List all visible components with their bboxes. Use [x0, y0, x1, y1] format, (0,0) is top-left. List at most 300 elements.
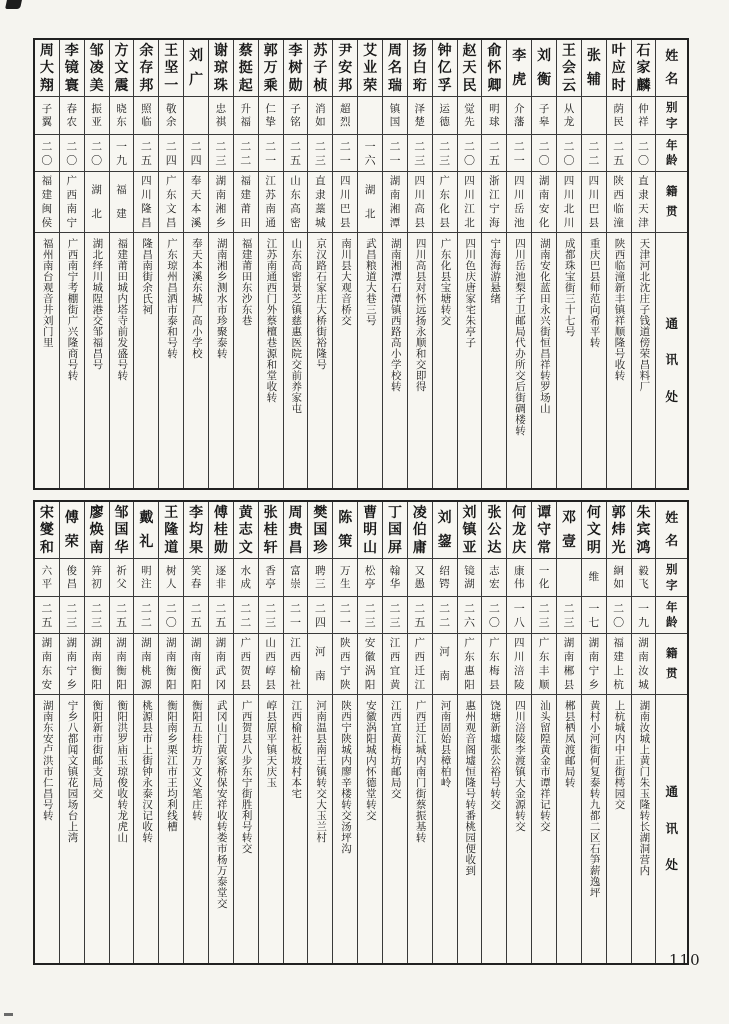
name-cell: 李 虎 — [507, 40, 531, 97]
name-cell: 周 贵 昌 — [284, 502, 308, 559]
name-cell: 刘 镇 亚 — [458, 502, 482, 559]
entry-column — [631, 502, 656, 963]
address-cell: 隆昌南街余氏祠 — [141, 238, 154, 315]
name-cell: 苏 子 桢 — [308, 40, 332, 97]
header-age-cell: 年 龄 — [656, 135, 687, 172]
native-cell: 湖 南 东 安 — [35, 634, 59, 695]
name-cell: 王 会 云 — [557, 40, 581, 97]
address-cell: 天津河北沈庄子钱道傍荣昌料厂 — [638, 238, 651, 392]
native-cell: 广 东 惠 阳 — [458, 634, 482, 695]
address-cell: 汕头留隍黄金市谭祥记转交 — [538, 700, 551, 832]
entry-column — [407, 502, 432, 963]
name-cell: 丁 国 屏 — [383, 502, 407, 559]
courtesy-cell: 六 平 — [35, 559, 59, 597]
name-cell: 张 辅 — [582, 40, 606, 97]
entry-column — [531, 40, 556, 488]
courtesy-cell: 超 烈 — [333, 97, 357, 135]
entry-column — [481, 502, 506, 963]
entry-column — [283, 502, 308, 963]
entry-column — [382, 40, 407, 488]
entry-column — [332, 40, 357, 488]
entry-column — [531, 502, 556, 963]
entry-column — [183, 502, 208, 963]
address-cell: 衡阳新市街邮支局交 — [91, 700, 104, 799]
age-cell: 二 二 — [433, 597, 457, 634]
courtesy-cell: 毅 飞 — [632, 559, 656, 597]
address-cell: 江苏南通西门外蔡檀巷源和堂收转 — [265, 238, 278, 403]
age-cell: 一 八 — [507, 597, 531, 634]
name-cell: 张 公 达 — [482, 502, 506, 559]
address-cell: 饶塘新墟张公裕号转交 — [489, 700, 502, 810]
entry-column — [84, 40, 109, 488]
age-cell: 二 〇 — [557, 135, 581, 172]
name-cell: 郭 炜 光 — [607, 502, 631, 559]
age-cell: 二 三 — [408, 135, 432, 172]
age-cell: 二 六 — [458, 597, 482, 634]
name-cell: 扬 白 珩 — [408, 40, 432, 97]
age-cell: 一 六 — [358, 135, 382, 172]
entry-column — [133, 40, 158, 488]
courtesy-cell: 维 — [582, 559, 606, 597]
name-cell: 李 均 果 — [184, 502, 208, 559]
entry-column — [158, 40, 183, 488]
native-cell: 浙 江 宁 海 — [482, 172, 506, 233]
age-cell: 二 三 — [60, 597, 84, 634]
entry-column — [457, 502, 482, 963]
address-cell: 陕西临潼新丰镇祥顺隆号收转 — [613, 238, 626, 381]
name-cell: 钟 亿 孚 — [433, 40, 457, 97]
address-cell: 重庆巴县师范向希平转 — [588, 238, 601, 348]
entry-column — [307, 40, 332, 488]
courtesy-cell: 絅 如 — [607, 559, 631, 597]
age-cell: 二 〇 — [632, 135, 656, 172]
name-cell: 刘 广 — [184, 40, 208, 97]
entry-column — [506, 502, 531, 963]
address-cell: 湖南湘潭石潭镇西路高小学校转 — [389, 238, 402, 392]
courtesy-cell: 升 福 — [234, 97, 258, 135]
name-cell: 艾 业 荣 — [358, 40, 382, 97]
age-cell: 二 〇 — [607, 597, 631, 634]
courtesy-cell: 觉 先 — [458, 97, 482, 135]
name-cell: 叶 应 时 — [607, 40, 631, 97]
name-cell: 傅 桂 勋 — [209, 502, 233, 559]
entry-column — [432, 40, 457, 488]
entry-column — [84, 502, 109, 963]
header-address-cell: 通 讯 处 — [665, 315, 678, 404]
courtesy-cell — [184, 97, 208, 135]
name-cell: 陈 策 — [333, 502, 357, 559]
entry-column — [208, 502, 233, 963]
native-cell: 湖 南 衡 阳 — [184, 634, 208, 695]
address-cell: 上杭城内中正街樗园交 — [613, 700, 626, 810]
native-cell: 湖 北 — [358, 172, 382, 233]
courtesy-cell: 敬 余 — [159, 97, 183, 135]
name-cell: 谭 守 常 — [532, 502, 556, 559]
age-cell: 二 〇 — [35, 135, 59, 172]
entry-column — [109, 502, 134, 963]
courtesy-cell: 子 翼 — [35, 97, 59, 135]
address-cell: 广西迁江城内南门街蔡振基转 — [414, 700, 427, 843]
age-cell: 二 〇 — [60, 135, 84, 172]
native-cell: 广 东 文 昌 — [159, 172, 183, 233]
age-cell: 二 二 — [134, 597, 158, 634]
address-cell: 江西榆社板坡村本宅 — [290, 700, 303, 799]
courtesy-cell: 子 皋 — [532, 97, 556, 135]
native-cell: 陕 西 临 潼 — [607, 172, 631, 233]
entry-column — [258, 40, 283, 488]
courtesy-cell: 振 亚 — [85, 97, 109, 135]
courtesy-cell: 香 亭 — [259, 559, 283, 597]
name-cell: 朱 宾 鸿 — [632, 502, 656, 559]
native-cell: 江 苏 南 通 — [259, 172, 283, 233]
address-cell: 福建莆田城内塔寺前发盛号转 — [116, 238, 129, 381]
entry-column — [556, 502, 581, 963]
age-cell: 二 〇 — [85, 135, 109, 172]
age-cell: 一 七 — [582, 597, 606, 634]
courtesy-cell: 从 龙 — [557, 97, 581, 135]
address-cell: 河南固始县樟柏岭 — [439, 700, 452, 788]
entry-column — [208, 40, 233, 488]
address-cell: 四川岳池梨子卫邮局代办所交后街碉楼转 — [514, 238, 527, 436]
address-cell: 湖南安化蓝田永兴街恒昌祥转罗场山 — [538, 238, 551, 414]
courtesy-cell — [358, 97, 382, 135]
name-cell: 宋 燮 和 — [35, 502, 59, 559]
name-cell: 蔡 挺 起 — [234, 40, 258, 97]
entry-column — [457, 40, 482, 488]
courtesy-cell: 绍 锷 — [433, 559, 457, 597]
header-name-cell: 姓 名 — [656, 40, 687, 97]
address-cell: 四川高县对怀远扬永顺和交即得 — [414, 238, 427, 392]
native-cell: 湖 南 湘 乡 — [209, 172, 233, 233]
age-cell: 二 五 — [134, 135, 158, 172]
address-cell: 河南温县南王镇转交大玉兰村 — [315, 700, 328, 843]
page-number: 110 — [669, 951, 701, 969]
age-cell: 二 〇 — [482, 597, 506, 634]
entry-column — [581, 502, 606, 963]
address-cell: 衡阳五桂坊万文义笔庄转 — [190, 700, 203, 821]
courtesy-cell: 树 人 — [159, 559, 183, 597]
age-cell: 二 五 — [284, 135, 308, 172]
native-cell: 福 建 上 杭 — [607, 634, 631, 695]
name-cell: 凌 伯 庸 — [408, 502, 432, 559]
courtesy-cell: 笄 初 — [85, 559, 109, 597]
entry-column — [35, 40, 59, 488]
courtesy-cell: 仲 祥 — [632, 97, 656, 135]
native-cell: 福 建 — [110, 172, 134, 233]
courtesy-cell: 万 生 — [333, 559, 357, 597]
name-cell: 邓 壹 — [557, 502, 581, 559]
courtesy-cell: 泽 楚 — [408, 97, 432, 135]
header-age-cell: 年 龄 — [656, 597, 687, 634]
native-cell: 四 川 江 北 — [458, 172, 482, 233]
age-cell: 二 五 — [607, 135, 631, 172]
courtesy-cell: 翰 华 — [383, 559, 407, 597]
header-native-cell: 籍 贯 — [656, 634, 687, 695]
address-cell: 湖南湘乡测水市珍聚泰转 — [215, 238, 228, 359]
native-cell: 广 西 南 宁 — [60, 172, 84, 233]
header-name-cell: 姓 名 — [656, 502, 687, 559]
courtesy-cell: 仁 挚 — [259, 97, 283, 135]
name-cell: 刘 鋆 — [433, 502, 457, 559]
native-cell: 湖 南 宁 乡 — [582, 634, 606, 695]
age-cell: 二 一 — [507, 135, 531, 172]
address-cell: 广东琼州昌洒市泰和号转 — [165, 238, 178, 359]
entry-column — [59, 40, 84, 488]
name-cell: 俞 怀 卿 — [482, 40, 506, 97]
courtesy-cell: 笑 春 — [184, 559, 208, 597]
entry-column — [109, 40, 134, 488]
native-cell: 直 隶 藁 城 — [308, 172, 332, 233]
name-cell: 廖 焕 南 — [85, 502, 109, 559]
native-cell: 四 川 岳 池 — [507, 172, 531, 233]
name-cell: 郭 万 乘 — [259, 40, 283, 97]
entry-column — [631, 40, 656, 488]
age-cell: 二 二 — [234, 135, 258, 172]
courtesy-cell: 荫 民 — [607, 97, 631, 135]
entry-column — [481, 40, 506, 488]
address-cell: 衡阳洪罗庙玉琼俊收转龙虎山 — [116, 700, 129, 843]
name-cell: 谢 琼 珠 — [209, 40, 233, 97]
entry-column — [233, 502, 258, 963]
age-cell: 二 三 — [557, 597, 581, 634]
native-cell: 安 徽 涡 阳 — [358, 634, 382, 695]
native-cell: 直 隶 天 津 — [632, 172, 656, 233]
courtesy-cell: 子 铭 — [284, 97, 308, 135]
native-cell: 湖 南 武 冈 — [209, 634, 233, 695]
entry-column — [606, 40, 631, 488]
native-cell: 山 西 崞 县 — [259, 634, 283, 695]
courtesy-cell: 又 愚 — [408, 559, 432, 597]
native-cell: 湖 南 衡 阳 — [85, 634, 109, 695]
age-cell: 二 三 — [259, 597, 283, 634]
age-cell: 二 一 — [284, 597, 308, 634]
address-cell: 武昌粮道大巷三号 — [364, 238, 377, 326]
native-cell: 四 川 巴 县 — [582, 172, 606, 233]
age-cell: 二 一 — [383, 135, 407, 172]
name-cell: 赵 天 民 — [458, 40, 482, 97]
courtesy-cell: 志 宏 — [482, 559, 506, 597]
name-cell: 张 桂 轩 — [259, 502, 283, 559]
name-cell: 樊 国 珍 — [308, 502, 332, 559]
courtesy-cell: 祈 父 — [110, 559, 134, 597]
name-cell: 刘 衡 — [532, 40, 556, 97]
native-cell: 广 西 贺 县 — [234, 634, 258, 695]
entry-column — [258, 502, 283, 963]
name-cell: 何 龙 庆 — [507, 502, 531, 559]
address-cell: 衡阳南乡栗江市王均利线槽 — [165, 700, 178, 832]
entry-column — [506, 40, 531, 488]
entry-column — [307, 502, 332, 963]
courtesy-cell: 照 临 — [134, 97, 158, 135]
entry-column — [357, 502, 382, 963]
age-cell: 二 〇 — [458, 135, 482, 172]
courtesy-cell — [557, 559, 581, 597]
age-cell: 一 九 — [632, 597, 656, 634]
age-cell: 二 三 — [209, 135, 233, 172]
name-cell: 何 文 明 — [582, 502, 606, 559]
age-cell: 二 一 — [333, 597, 357, 634]
address-cell: 湖南东安卢洪市仁昌号转 — [41, 700, 54, 821]
native-cell: 陕 西 宁 陕 — [333, 634, 357, 695]
age-cell: 二 五 — [482, 135, 506, 172]
age-cell: 二 三 — [308, 135, 332, 172]
native-cell: 四 川 巴 县 — [333, 172, 357, 233]
name-cell: 傅 荣 — [60, 502, 84, 559]
native-cell: 湖 南 湘 潭 — [383, 172, 407, 233]
courtesy-cell: 镇 国 — [383, 97, 407, 135]
courtesy-cell: 一 化 — [532, 559, 556, 597]
courtesy-cell: 镜 湖 — [458, 559, 482, 597]
age-cell: 二 〇 — [532, 135, 556, 172]
name-cell: 李 镜 寰 — [60, 40, 84, 97]
age-cell: 二 一 — [259, 135, 283, 172]
register-table-upper — [33, 38, 689, 490]
address-cell: 桃源县市上街钟永泰汉记收转 — [141, 700, 154, 843]
entry-column — [283, 40, 308, 488]
courtesy-cell: 晓 东 — [110, 97, 134, 135]
name-cell: 王 坚 一 — [159, 40, 183, 97]
header-address-cell: 通 讯 处 — [665, 784, 678, 873]
address-cell: 宁海海游悬绪 — [489, 238, 502, 304]
address-cell: 陕西宁陕城内廖辛楼转交汤坪沟 — [340, 700, 352, 854]
entry-column — [606, 502, 631, 963]
native-cell: 山 东 高 密 — [284, 172, 308, 233]
entry-column — [382, 502, 407, 963]
courtesy-cell: 明 注 — [134, 559, 158, 597]
address-cell: 广东化县宝塘转交 — [439, 238, 452, 326]
native-cell: 河 南 — [308, 634, 332, 695]
name-cell: 尹 安 邦 — [333, 40, 357, 97]
native-cell: 四 川 高 县 — [408, 172, 432, 233]
entry-column — [59, 502, 84, 963]
native-cell: 广 东 梅 县 — [482, 634, 506, 695]
name-cell: 戴 礼 — [134, 502, 158, 559]
entry-column — [183, 40, 208, 488]
native-cell: 四 川 北 川 — [557, 172, 581, 233]
native-cell: 湖 南 郴 县 — [557, 634, 581, 695]
age-cell: 二 三 — [358, 597, 382, 634]
age-cell: 二 四 — [308, 597, 332, 634]
age-cell: 二 三 — [532, 597, 556, 634]
name-cell: 余 存 邦 — [134, 40, 158, 97]
entry-column — [357, 40, 382, 488]
age-cell: 二 〇 — [159, 597, 183, 634]
native-cell: 湖 南 宁 乡 — [60, 634, 84, 695]
name-cell: 曹 明 山 — [358, 502, 382, 559]
age-cell: 二 五 — [110, 597, 134, 634]
native-cell: 江 西 宜 黄 — [383, 634, 407, 695]
address-cell: 福建莆田东沙东巷 — [240, 238, 253, 326]
courtesy-cell — [582, 97, 606, 135]
scan-artifact-top-left — [5, 0, 22, 9]
native-cell: 湖 南 衡 阳 — [110, 634, 134, 695]
entry-column — [133, 502, 158, 963]
address-cell: 郴县栖凤渡邮局转 — [563, 700, 576, 788]
courtesy-cell: 运 德 — [433, 97, 457, 135]
entry-column — [432, 502, 457, 963]
address-cell: 成都珠宝街三十七号 — [563, 238, 576, 337]
address-cell: 崞县原平镇天庆玉 — [265, 700, 278, 788]
courtesy-cell: 俊 昌 — [60, 559, 84, 597]
scan-artifact-bottom-left — [4, 1013, 13, 1016]
native-cell: 福 建 闽 侯 — [35, 172, 59, 233]
address-cell: 湖南汝城上黄门朱玉隆转长湖洞营内 — [638, 700, 651, 876]
age-cell: 二 五 — [408, 597, 432, 634]
name-cell: 黄 志 文 — [234, 502, 258, 559]
courtesy-cell: 富 崇 — [284, 559, 308, 597]
age-cell: 二 三 — [433, 135, 457, 172]
name-cell: 石 家 麟 — [632, 40, 656, 97]
header-courtesy-cell: 别 字 — [656, 559, 687, 597]
courtesy-cell: 消 如 — [308, 97, 332, 135]
name-cell: 周 大 翔 — [35, 40, 59, 97]
entry-column — [158, 502, 183, 963]
age-cell: 二 五 — [209, 597, 233, 634]
age-cell: 二 三 — [85, 597, 109, 634]
entry-column — [556, 40, 581, 488]
name-cell: 方 文 震 — [110, 40, 134, 97]
native-cell: 湖 南 安 化 — [532, 172, 556, 233]
courtesy-cell: 逐 非 — [209, 559, 233, 597]
entry-column — [35, 502, 59, 963]
native-cell: 江 西 榆 社 — [284, 634, 308, 695]
register-table-lower — [33, 500, 689, 965]
address-cell: 南川县大观音桥交 — [340, 238, 352, 326]
header-courtesy-cell: 别 字 — [656, 97, 687, 135]
courtesy-cell: 松 亭 — [358, 559, 382, 597]
age-cell: 一 九 — [110, 135, 134, 172]
courtesy-cell: 聘 三 — [308, 559, 332, 597]
courtesy-cell: 水 成 — [234, 559, 258, 597]
name-cell: 邹 国 华 — [110, 502, 134, 559]
entry-column — [233, 40, 258, 488]
name-cell: 邹 凌 美 — [85, 40, 109, 97]
entry-column — [407, 40, 432, 488]
native-cell: 广 东 丰 顺 — [532, 634, 556, 695]
address-cell: 黄村小河街何复泰转九都二区石笋薪逸坪 — [588, 700, 601, 898]
age-cell: 二 二 — [234, 597, 258, 634]
address-cell: 四川涪陵李渡镇大金源转交 — [514, 700, 527, 832]
native-cell: 湖 南 衡 阳 — [159, 634, 183, 695]
courtesy-cell: 春 农 — [60, 97, 84, 135]
native-cell: 湖 北 — [85, 172, 109, 233]
age-cell: 二 二 — [582, 135, 606, 172]
native-cell: 广 东 化 县 — [433, 172, 457, 233]
entry-column — [332, 502, 357, 963]
address-cell: 惠州观音阁墟恒隆号转番桃园便收到 — [464, 700, 477, 876]
native-cell: 福 建 莆 田 — [234, 172, 258, 233]
entry-column — [581, 40, 606, 488]
address-cell: 武冈山门黄家桥保安祥收转娄市杨万泰堂交 — [215, 700, 228, 909]
address-cell: 山东高密景芝镇慈惠医院交前养家屯 — [290, 238, 303, 414]
address-cell: 京汉路石家庄大桥街裕隆号 — [315, 238, 328, 370]
address-cell: 安徽涡阳城内怀德堂转交 — [364, 700, 377, 821]
header-column — [655, 502, 687, 963]
name-cell: 王 隆 道 — [159, 502, 183, 559]
address-cell: 广西贺县八步东宁街胜利号转交 — [240, 700, 253, 854]
courtesy-cell: 忠 祺 — [209, 97, 233, 135]
courtesy-cell: 介 藩 — [507, 97, 531, 135]
header-column — [655, 40, 687, 488]
address-cell: 江西宜黄梅坊邮局交 — [389, 700, 402, 799]
native-cell: 河 南 — [433, 634, 457, 695]
address-cell: 宁乡八都闻文镇花园场台上湾 — [66, 700, 79, 843]
courtesy-cell: 明 球 — [482, 97, 506, 135]
native-cell: 湖 南 汝 城 — [632, 634, 656, 695]
native-cell: 四 川 隆 昌 — [134, 172, 158, 233]
age-cell: 二 一 — [333, 135, 357, 172]
native-cell: 广 西 迁 江 — [408, 634, 432, 695]
